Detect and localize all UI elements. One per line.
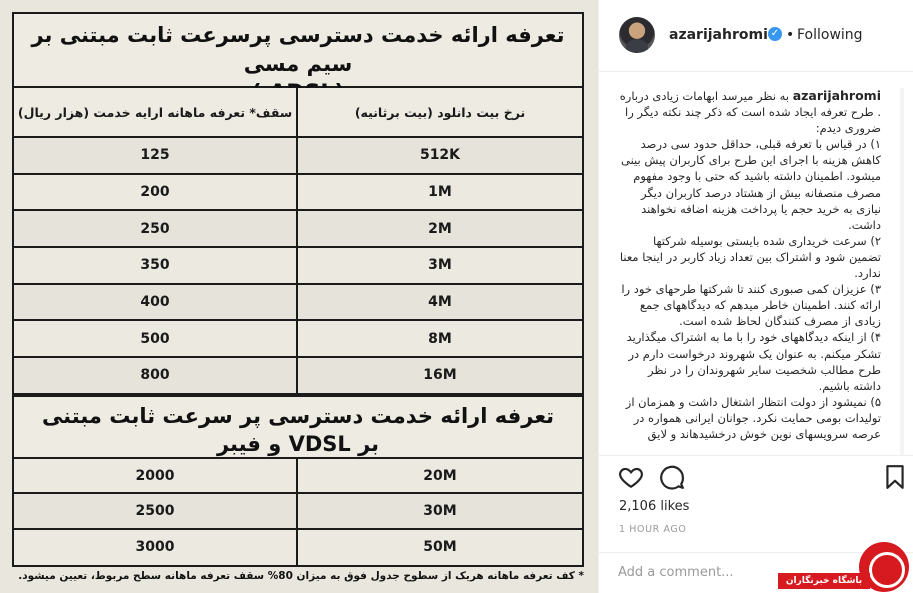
table-row: [14, 175, 582, 212]
price-cell: 125: [14, 138, 298, 173]
speed-cell: 30M: [423, 502, 457, 519]
speed-cell: 2M: [428, 220, 452, 237]
table-row: [14, 459, 582, 494]
price-cell: 2500: [14, 494, 298, 527]
likes-count[interactable]: 2,106 likes: [619, 499, 690, 514]
price-cell: 2000: [14, 459, 298, 492]
speed-cell: 3M: [428, 257, 452, 274]
caption-body: به نظر میرسد ابهامات زیادی درباره . طرح تعرفه ایجاد شده است که ذکر چند نکته دیگر را ضروری دیدم: ۱) در قیاس با تعرفه قبلی، حداقل حدود سی درصد کاهش هزینه با اجرای این طرح برای کاربران پیش بینی میشود. اطمینان داشته باشید که حتی با وجود مفهوم مصرف منصفانه بیش از هشتاد درصد کاربران دیگر نیازی به خرید حجم یا پرداخت هزینه اضافه نخواهند داشت. ۲) سرعت خریداری شده بایستی بوسیله شرکتها تضمین شود و اشتراک بین تعداد زیاد کاربر در اینجا معنا ندارد. ۳) عزیزان کمی صبوری کنند تا شرکتها طرحهای خود را ارائه کنند. اطمینان خاطر میدهم که دیدگاههای جمع زیادی از مصرف کنندگان لحاظ شده است. ۴) از اینکه دیدگاههای خود را با ما به اشتراک میگذارید تشکر میکنم. به عنوان یک شهروند درخواست دارم در طرح مطالب شخصیت سایر شهروندان را در نظر داشته باشیم. ۵) نمیشود از دولت انتظار اشتغال داشت و همزمان از تولیدات بومی حمایت نکرد. جوانان ایرانی همواره در عرصه سرویسهای نوین خوش درخشیدهاند و لایق: [619, 89, 881, 441]
heart-icon[interactable]: [618, 464, 644, 490]
adsl-title-line1: تعرفه ارائه خدمت دسترسی پرسرعت ثابت مبتنی بر سیم مسی: [31, 23, 565, 76]
vdsl-tariff-table: [12, 459, 584, 567]
comment-bubble-icon[interactable]: [659, 464, 685, 490]
table-row: [14, 494, 582, 529]
speed-cell: 50M: [423, 539, 457, 556]
avatar[interactable]: [619, 17, 655, 53]
following-button[interactable]: Following: [797, 27, 863, 43]
post-timestamp[interactable]: 1 HOUR AGO: [619, 524, 687, 535]
header-speed: نرخ بیت دانلود (بیت برثانیه): [354, 104, 526, 120]
speed-cell: 512K: [419, 147, 461, 164]
speed-cell: 4M: [428, 294, 452, 311]
price-cell: 400: [14, 285, 298, 320]
table-row: [14, 285, 582, 322]
price-cell: 350: [14, 248, 298, 283]
post-side-panel: [598, 0, 913, 593]
price-cell: 500: [14, 321, 298, 356]
speed-cell: 8M: [428, 330, 452, 347]
table-row: [14, 358, 582, 395]
tariff-footnote: * کف تعرفه ماهانه هریک از سطوح جدول فوق به میزان 80% سقف تعرفه ماهانه سطح مربوط، تعیین میشود.: [18, 570, 584, 582]
caption: [619, 88, 881, 442]
header-price: سقف* تعرفه ماهانه ارایه خدمت (هزار ریال): [14, 88, 298, 136]
bookmark-icon[interactable]: [882, 464, 908, 490]
table-row: [14, 211, 582, 248]
verified-badge-icon: ✓: [768, 27, 782, 41]
watermark-logo: [778, 542, 913, 593]
speed-cell: 1M: [428, 184, 452, 201]
price-cell: 200: [14, 175, 298, 210]
caption-username-link[interactable]: azarijahromi: [792, 88, 881, 103]
price-cell: 3000: [14, 530, 298, 565]
username-link[interactable]: azarijahromi: [669, 27, 768, 43]
price-cell: 250: [14, 211, 298, 246]
speed-cell: 16M: [423, 367, 457, 384]
table-header-row: [14, 88, 582, 138]
adsl-tariff-table: [12, 88, 584, 395]
separator-dot: •: [786, 27, 795, 43]
table-row: [14, 138, 582, 175]
caption-scrollbar[interactable]: [900, 88, 904, 455]
vdsl-table-title: تعرفه ارائه خدمت دسترسی پر سرعت ثابت مبتنی بر VDSL و فیبر: [12, 395, 584, 459]
post-header: [599, 0, 913, 72]
price-cell: 800: [14, 358, 298, 393]
comment-input[interactable]: [618, 562, 778, 582]
caption-container[interactable]: [619, 88, 881, 455]
table-row: [14, 248, 582, 285]
table-row: [14, 530, 582, 565]
adsl-table-title: [12, 12, 584, 88]
table-row: [14, 321, 582, 358]
speed-cell: 20M: [423, 467, 457, 484]
watermark-text: باشگاه خبرنگاران: [778, 573, 870, 589]
